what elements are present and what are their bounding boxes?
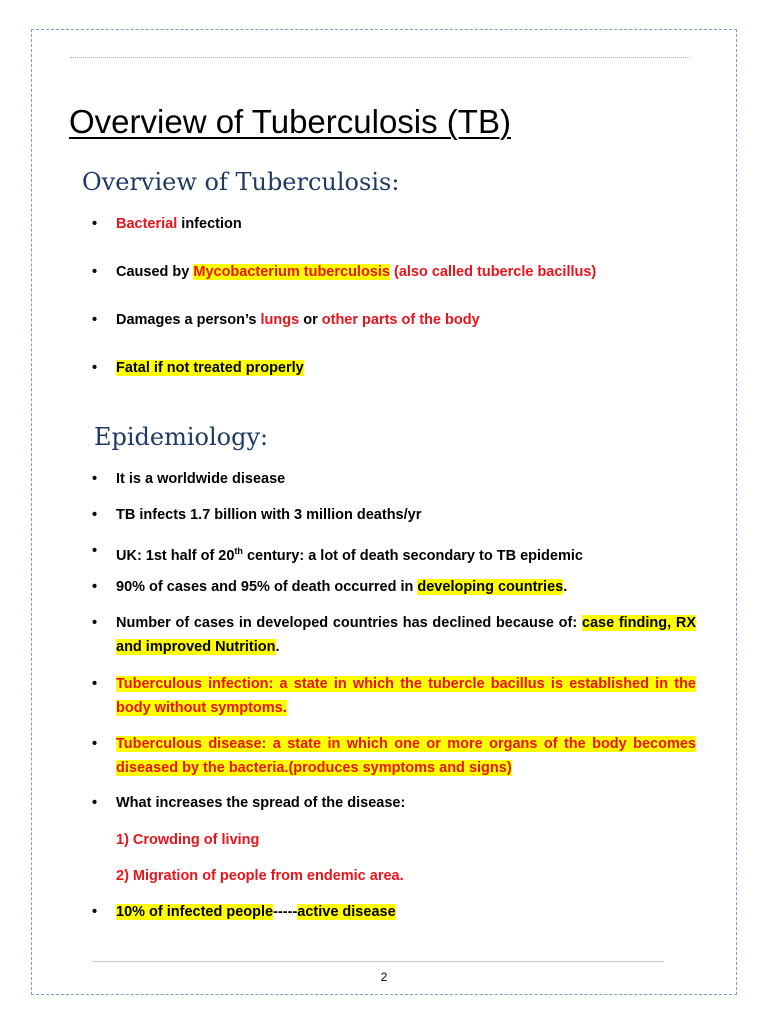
list-item (92, 503, 696, 527)
page-number: 2 (380, 970, 388, 984)
header-rule (70, 57, 690, 58)
item-text: Damages a person’s (116, 312, 261, 328)
list-item (92, 308, 696, 332)
bullet-icon: • (92, 507, 98, 523)
item-text: Caused by (116, 264, 194, 280)
bullet-icon: • (92, 904, 98, 920)
bullet-icon: • (92, 795, 98, 811)
bullet-icon: • (92, 264, 98, 280)
item-text: What increases the spread of the disease: (116, 795, 406, 811)
bullet-icon: • (92, 676, 98, 692)
item-text: Fatal if not treated properly (116, 360, 304, 376)
item-text: lungs (260, 312, 300, 328)
item-text: (also called tubercle bacillus) (389, 264, 597, 280)
footer-rule (92, 961, 664, 962)
bullet-icon: • (92, 312, 98, 328)
item-text: other parts of the body (321, 312, 480, 328)
item-text: Number of cases in developed countries has declined because of: (116, 615, 582, 631)
sub-item: 1) Crowding of living (116, 832, 260, 848)
item-text: Mycobacterium tuberculosis (193, 264, 390, 280)
list-item (92, 732, 696, 780)
item-text: or (299, 312, 322, 328)
item-text: Tuberculous infection: a state in which the tubercle bacillus is established in the body without symptoms. (116, 676, 696, 716)
item-text: century: a lot of death secondary to TB epidemic (242, 547, 583, 564)
item-text: . (563, 579, 568, 595)
item-text: . (275, 639, 280, 655)
bullet-icon: • (92, 736, 98, 752)
item-text: active disease (297, 904, 396, 920)
item-text: infection (177, 216, 242, 232)
item-text: UK: 1st half of 20 (116, 547, 235, 564)
list-item (92, 539, 696, 568)
item-text: 10% of infected people (116, 904, 274, 920)
item-text: TB infects 1.7 billion with 3 million deaths/yr (116, 507, 422, 523)
item-text: ----- (273, 904, 298, 920)
bullet-icon: • (92, 216, 98, 232)
overview-heading: Overview of Tuberculosis: (82, 168, 400, 196)
list-item (92, 575, 696, 599)
epidemiology-heading: Epidemiology: (94, 423, 269, 451)
list-item (92, 900, 696, 924)
list-item (92, 672, 696, 720)
list-item (92, 356, 696, 380)
sub-item: 2) Migration of people from endemic area. (116, 868, 404, 884)
list-item (92, 467, 696, 491)
bullet-icon: • (92, 579, 98, 595)
bullet-icon: • (92, 360, 98, 376)
list-item (92, 791, 696, 815)
item-text: Tuberculous disease: a state in which one or more organs of the body becomes diseased by the bacteria.(produces symptoms and signs) (116, 736, 696, 776)
list-item (92, 611, 696, 659)
list-item (92, 260, 696, 284)
item-text: It is a worldwide disease (116, 471, 286, 487)
item-text: case finding, RX and improved Nutrition (116, 615, 696, 655)
item-text: 90% of cases and 95% of death occurred in (116, 579, 418, 595)
item-text: developing countries (417, 579, 564, 595)
bullet-icon: • (92, 615, 98, 631)
bullet-icon: • (92, 471, 98, 487)
item-superscript: th (234, 546, 243, 556)
item-text: Bacterial (116, 216, 178, 232)
list-item (92, 212, 696, 236)
bullet-icon: • (92, 543, 98, 559)
page-title: Overview of Tuberculosis (TB) (69, 103, 511, 140)
